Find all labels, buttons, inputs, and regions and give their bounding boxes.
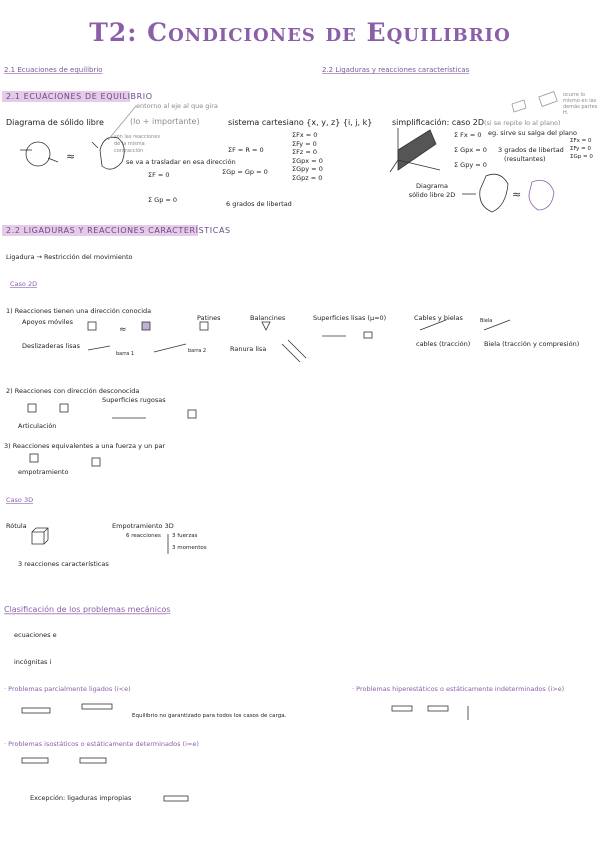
equations-2d-b: ΣFx = 0 ΣFy = 0 ΣGp = 0 [570,138,593,160]
sticky-note: ocurre lo mismo en las demás partes H. [563,92,598,116]
beam-isost [22,758,48,763]
body-2d [480,174,508,212]
emp3d-reactions: 6 reacciones [126,533,161,539]
body-2d-b [529,180,554,210]
rotula-label: Rótula [6,522,27,530]
emp-support [30,454,38,462]
pencil-icon [512,100,526,112]
reaction-type-1: 1) Reacciones tienen una dirección conocida [6,307,152,315]
apoyos-label: Apoyos móviles [22,318,73,326]
patines-label: Patines [197,314,221,322]
diagram-label: Diagrama de sólido libre [6,118,104,127]
beam-parcial [22,708,50,713]
leader-line-axis [108,106,136,140]
cartesian-label: sistema cartesiano {x, y, z} {i, j, k} [228,118,373,127]
plane-note: eg. sirve su salga del plano [488,129,577,137]
eraser-icon [539,92,557,107]
articulacion-label: Articulación [18,422,57,430]
barra-2: barra 2 [188,348,207,354]
small-note: son las reacciones de la misma contracción [114,134,160,154]
toc-item-1[interactable]: 2.1 Ecuaciones de equilibrio [4,66,103,74]
sum-f-eq: ΣF = R = 0 [228,146,264,154]
barra-1-line [88,346,110,350]
plane-3d [398,130,436,170]
body-sketch-2 [100,137,124,169]
surface-block [364,332,372,338]
beam-hiper [392,706,412,711]
emp3d-moments: 3 momentos [172,545,207,551]
simplification-label: simplificación: caso 2D [392,118,485,127]
isost-label: · Problemas isostáticos o estáticamente determinados (i=e) [4,740,199,748]
repeat-note: (si se repite lo al plano) [484,119,561,127]
equations-2d: Σ Fx = 0 Σ Gpx = 0 Σ Gpy = 0 [454,131,487,169]
deslizaderas-label: Deslizaderas lisas [22,342,80,350]
excepcion-label: Excepción: ligaduras impropias [30,794,132,802]
ranura-sketch [282,340,306,362]
force-arrow-2 [48,158,58,162]
classification-heading: Clasificación de los problemas mecánicos [4,605,171,614]
cables-label: Cables y bielas [414,314,463,322]
toc-item-2[interactable]: 2.2 Ligaduras y reacciones características [322,66,470,74]
support-patin [200,322,208,330]
section-heading-ligaduras: 2.2 LIGADURAS Y REACCIONES CARACTERÍSTICAS [2,225,198,236]
section-heading-equilibrio: 2.1 ECUACIONES DE EQUILIBRIO [2,91,130,102]
incognitas-label: incógnitas i [14,658,52,666]
beam-isost-2 [80,758,106,763]
translate-note: se va a trasladar en esa dirección [126,158,236,166]
art-support [28,404,36,412]
body-sketch-1 [26,142,50,166]
sum-f: ΣF = 0 [148,171,170,179]
biela-traccion: Biela (tracción y compresión) [484,340,580,348]
cable-traccion: cables (tracción) [416,340,471,348]
dof-six: 6 grados de libertad [226,200,292,208]
caso-3d: Caso 3D [6,496,34,504]
approx-sign: ≈ [66,150,76,163]
page-title: T2: Condiciones de Equilibrio [89,18,511,47]
parcial-note: Equilibrio no garantizado para todos los casos de carga. [132,713,287,719]
sum-gp: Σ Gp = 0 [148,196,178,204]
beam-parcial-2 [82,704,112,709]
approx-sign-3: ≈ [119,325,127,335]
sum-gp-eq: ΣGp = Gp = 0 [222,168,268,176]
support-apoyo-hatched [142,322,150,330]
ligadura-def: Ligadura → Restricción del movimiento [6,253,133,261]
force-equations: ΣFx = 0 ΣFy = 0 ΣFz = 0 ΣGpx = 0 ΣGpy = 0 ΣGpz = 0 [292,131,323,182]
barra-1: barra 1 [116,351,135,357]
caso-2d: Caso 2D [10,280,38,288]
ranura-label: Ranura lisa [230,345,267,353]
rotula-reactions: 3 reacciones características [18,560,109,568]
approx-sign-2: ≈ [512,188,522,201]
reaction-type-3: 3) Reacciones equivalentes a una fuerza y un par [4,442,166,450]
art-support-2 [60,404,68,412]
rugosas-label: Superficies rugosas [102,396,166,404]
resultants: (resultantes) [504,155,546,163]
emp3d-label: Empotramiento 3D [112,522,174,530]
biela-small: Biela [480,318,493,324]
superficies-label: Superficies lisas (μ=0) [313,314,387,322]
biela-sketch [484,320,510,330]
empotramiento-label: empotramiento [18,468,69,476]
rugosa-block [188,410,196,418]
parcial-label: · Problemas parcialmente ligados (i<e) [4,685,131,693]
emp3d-forces: 3 fuerzas [172,533,198,539]
barra-2-line [154,344,186,352]
cable-sketch [420,320,446,330]
diagram-2d: Diagrama sólido libre 2D [408,182,456,199]
important-note: (lo + importante) [130,117,200,126]
ecuaciones-label: ecuaciones e [14,631,57,639]
beam-hiper-2 [428,706,448,711]
axis-z [390,160,398,172]
dof-three: 3 grados de libertad [498,146,564,154]
hiper-label: · Problemas hiperestáticos o estáticamente indeterminados (i>e) [352,685,565,693]
reaction-type-2: 2) Reacciones con dirección desconocida [6,387,140,395]
moment-arrow [92,142,98,148]
support-balancin [262,322,270,330]
note-axis: entorno al eje al que gira [136,102,218,110]
emp-support-2 [92,458,100,466]
support-apoyo [88,322,96,330]
rotula-cube [32,528,48,544]
balancines-label: Balancines [250,314,286,322]
beam-excepcion [164,796,188,801]
